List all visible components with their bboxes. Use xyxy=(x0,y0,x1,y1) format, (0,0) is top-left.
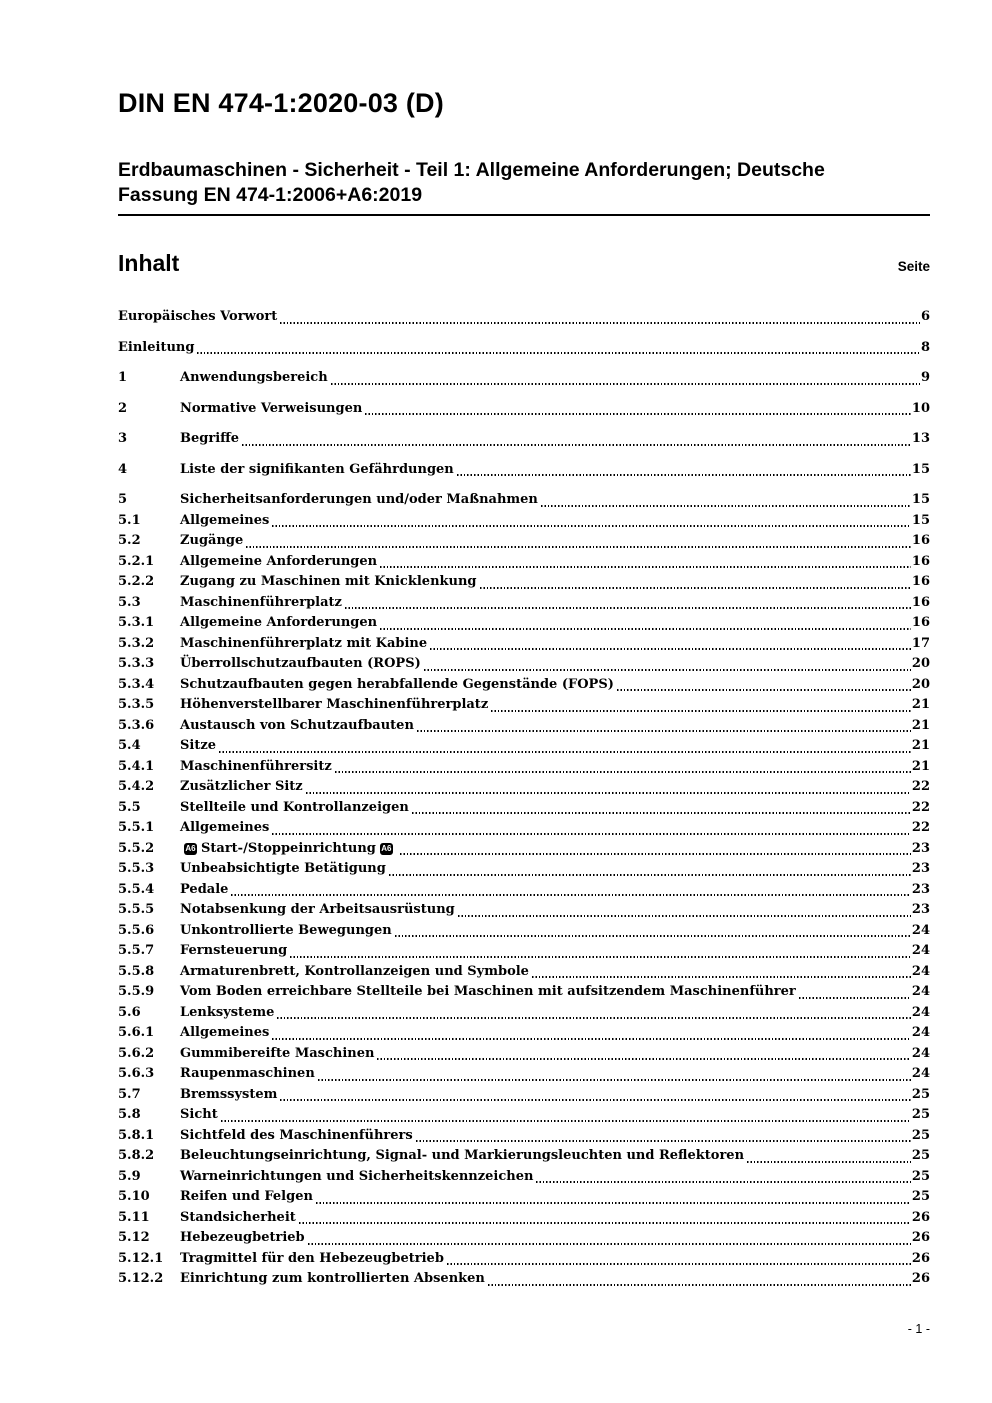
toc-entry-number: 5.5.4 xyxy=(118,881,155,897)
toc-entry-page: 10 xyxy=(911,400,930,416)
toc-entry-page: 25 xyxy=(911,1107,930,1122)
toc-entry-page: 25 xyxy=(911,1086,930,1102)
toc-entry-page: 8 xyxy=(920,339,930,355)
toc-leader-dots xyxy=(541,505,911,507)
toc-entry-page: 20 xyxy=(911,656,930,671)
toc-entry-label: Sichtfeld des Maschinenführers xyxy=(180,1127,413,1143)
toc-leader-dots xyxy=(331,383,920,385)
toc-entry-row xyxy=(118,613,930,634)
toc-entry-page: 24 xyxy=(911,1025,930,1040)
toc-entry-page: 17 xyxy=(911,635,930,651)
toc-leader-dots xyxy=(280,322,920,324)
toc-entry-number: 5.5.6 xyxy=(118,922,155,938)
toc-entry-label: Allgemeine Anforderungen xyxy=(180,615,378,630)
toc-entry-row xyxy=(118,716,930,737)
toc-entry-label: Pedale xyxy=(180,881,229,897)
toc-entry-label: Zugänge xyxy=(180,533,244,548)
toc-entry-number: 5.5.1 xyxy=(118,820,155,835)
toc-entry-number: 5.2.2 xyxy=(118,574,155,589)
toc-entry-row xyxy=(118,307,930,328)
toc-entry-page: 24 xyxy=(911,943,930,958)
toc-leader-dots xyxy=(457,474,911,476)
toc-entry-row xyxy=(118,1208,930,1229)
toc-leader-dots xyxy=(424,669,911,671)
toc-entry-page: 22 xyxy=(911,779,930,794)
toc-entry-page: 26 xyxy=(911,1230,930,1245)
toc-entry-label: Normative Verweisungen xyxy=(180,400,363,416)
toc-leader-dots xyxy=(799,997,911,999)
toc-entry-row xyxy=(118,962,930,983)
toc-entry-row xyxy=(118,818,930,839)
toc-entry-page: 9 xyxy=(920,370,930,385)
toc-entry-number: 5.6.2 xyxy=(118,1045,155,1061)
toc-entry-label: Gummibereifte Maschinen xyxy=(180,1045,375,1061)
toc-entry-label: Allgemeine Anforderungen xyxy=(180,553,378,569)
toc-entry-number: 5.4.2 xyxy=(118,779,155,794)
toc-entry-row xyxy=(118,695,930,716)
toc-entry-label: Lenksysteme xyxy=(180,1004,275,1020)
toc-entry-page: 15 xyxy=(911,461,930,477)
toc-entry-row xyxy=(118,736,930,757)
toc-entry-number: 5 xyxy=(118,492,128,507)
toc-entry-label: Überrollschutzaufbauten (ROPS) xyxy=(180,656,421,671)
amendment-start-marker-icon: A6 xyxy=(185,843,196,853)
toc-leader-dots xyxy=(242,444,911,446)
toc-leader-dots xyxy=(272,1038,911,1040)
toc-leader-dots xyxy=(377,1058,910,1060)
toc-entry-label: Tragmittel für den Hebezeugbetrieb xyxy=(180,1250,444,1266)
toc-leader-dots xyxy=(412,812,911,814)
toc-entry-label: Bremssystem xyxy=(180,1086,278,1102)
toc-entry-number: 5.5 xyxy=(118,799,141,815)
subtitle-divider-rule xyxy=(118,214,930,216)
toc-entry-row xyxy=(118,1003,930,1024)
toc-leader-dots xyxy=(532,976,911,978)
toc-entry-number: 5.3.6 xyxy=(118,717,155,733)
toc-entry-number: 5.9 xyxy=(118,1168,141,1184)
page-content xyxy=(118,0,930,1290)
toc-entry-number: 5.3.5 xyxy=(118,697,155,712)
toc-leader-dots xyxy=(219,751,911,753)
toc-entry-row xyxy=(118,777,930,798)
toc-leader-dots xyxy=(617,689,911,691)
toc-leader-dots xyxy=(395,935,911,937)
toc-entry-number: 5.7 xyxy=(118,1086,141,1102)
toc-leader-dots xyxy=(491,710,911,712)
toc-entry-number: 5.10 xyxy=(118,1189,150,1204)
toc-leader-dots xyxy=(306,792,911,794)
toc-entry-row xyxy=(118,1249,930,1270)
toc-entry-number: 5.8.2 xyxy=(118,1148,155,1163)
toc-entry-row xyxy=(118,429,930,450)
toc-entry-page: 22 xyxy=(911,799,930,815)
toc-entry-page: 20 xyxy=(911,676,930,692)
toc-leader-dots xyxy=(380,566,911,568)
toc-leader-dots xyxy=(246,546,911,548)
toc-entry-label: Schutzaufbauten gegen herabfallende Gegenstände (FOPS) xyxy=(180,676,614,692)
toc-entry-page: 21 xyxy=(911,717,930,733)
toc-entry-label: Sicht xyxy=(180,1107,218,1122)
toc-entry-row xyxy=(118,1146,930,1167)
toc-leader-dots xyxy=(299,1222,911,1224)
toc-entry-row xyxy=(118,1064,930,1085)
toc-entry-number: 5.1 xyxy=(118,512,141,528)
toc-leader-dots xyxy=(389,874,911,876)
toc-entry-page: 26 xyxy=(911,1209,930,1225)
toc-entry-label: Liste der signifikanten Gefährdungen xyxy=(180,461,454,477)
toc-entry-label: Maschinenführerplatz xyxy=(180,594,342,610)
toc-entry-row xyxy=(118,654,930,675)
toc-entry-row xyxy=(118,1187,930,1208)
toc-entry-page: 24 xyxy=(911,984,930,999)
toc-entry-label: Allgemeines xyxy=(180,512,270,528)
toc-entry-row xyxy=(118,880,930,901)
toc-entry-label: Allgemeines xyxy=(180,1025,270,1040)
toc-entry-number: 5.5.2 xyxy=(118,840,155,856)
toc-entry-page: 25 xyxy=(911,1189,930,1204)
toc-leader-dots xyxy=(277,1017,911,1019)
toc-entry-page: 13 xyxy=(911,431,930,446)
toc-entry-page: 23 xyxy=(911,902,930,917)
toc-entry-number: 5.5.7 xyxy=(118,943,155,958)
toc-entry-row xyxy=(118,490,930,511)
toc-entry-label: Raupenmaschinen xyxy=(180,1066,315,1081)
toc-entry-row xyxy=(118,1105,930,1126)
toc-leader-dots xyxy=(400,853,911,855)
toc-leader-dots xyxy=(458,915,911,917)
toc-entry-label: Notabsenkung der Arbeitsausrüstung xyxy=(180,902,455,917)
toc-entry-row xyxy=(118,859,930,880)
toc-entry-number: 5.6.3 xyxy=(118,1066,155,1081)
toc-entry-page: 21 xyxy=(911,738,930,753)
toc-entry-row xyxy=(118,839,930,860)
toc-entry-row xyxy=(118,531,930,552)
toc-entry-number: 5.6.1 xyxy=(118,1025,155,1040)
toc-leader-dots xyxy=(280,1099,911,1101)
toc-leader-dots xyxy=(488,1284,911,1286)
toc-entry-row xyxy=(118,338,930,359)
toc-entry-label: Sitze xyxy=(180,738,216,753)
toc-leader-dots xyxy=(316,1202,911,1204)
toc-leader-dots xyxy=(272,525,911,527)
toc-entry-page: 22 xyxy=(911,820,930,835)
toc-leader-dots xyxy=(221,1120,911,1122)
toc-entry-page: 25 xyxy=(911,1127,930,1143)
footer-page-number: - 1 - xyxy=(907,1322,930,1336)
toc-entry-page: 24 xyxy=(911,1004,930,1020)
toc-entry-number: 2 xyxy=(118,400,128,416)
toc-page-column-label: Seite xyxy=(897,259,930,274)
toc-entry-label: Beleuchtungseinrichtung, Signal- und Markierungsleuchten und Reflektoren xyxy=(180,1148,745,1163)
toc-entry-page: 23 xyxy=(911,861,930,876)
toc-entry-row xyxy=(118,900,930,921)
toc-entry-number: 5.11 xyxy=(118,1209,150,1225)
document-number-title: DIN EN 474-1:2020-03 (D) xyxy=(118,88,444,118)
toc-heading: Inhalt xyxy=(118,250,180,276)
document-subtitle xyxy=(118,158,930,208)
toc-entry-number: 3 xyxy=(118,431,128,446)
toc-entry-row xyxy=(118,921,930,942)
toc-leader-dots xyxy=(417,730,911,732)
toc-entry-page: 16 xyxy=(911,594,930,610)
toc-entry-page: 15 xyxy=(911,492,930,507)
toc-entry-page: 26 xyxy=(911,1250,930,1266)
toc-entry-row xyxy=(118,1167,930,1188)
toc-entry-label: Begriffe xyxy=(180,431,240,446)
toc-entry-page: 23 xyxy=(911,840,930,856)
toc-leader-dots xyxy=(480,587,911,589)
toc-leader-dots xyxy=(231,894,910,896)
toc-entry-row xyxy=(118,1126,930,1147)
toc-entry-row xyxy=(118,552,930,573)
toc-leader-dots xyxy=(345,607,911,609)
toc-entry-label: Armaturenbrett, Kontrollanzeigen und Symbole xyxy=(180,963,529,979)
toc-entry-label: Reifen und Felgen xyxy=(180,1189,313,1204)
toc-entry-page: 25 xyxy=(911,1168,930,1184)
toc-entry-page: 26 xyxy=(911,1271,930,1286)
toc-entry-label: Einrichtung zum kontrollierten Absenken xyxy=(180,1271,485,1286)
toc-leader-dots xyxy=(747,1161,911,1163)
table-of-contents xyxy=(118,307,930,1290)
toc-entry-page: 16 xyxy=(911,553,930,569)
toc-header-row xyxy=(118,250,930,277)
toc-entry-page: 16 xyxy=(911,574,930,589)
toc-entry-row xyxy=(118,399,930,420)
toc-entry-page: 6 xyxy=(920,309,930,324)
toc-leader-dots xyxy=(536,1181,910,1183)
toc-entry-number: 1 xyxy=(118,370,128,385)
toc-entry-label: A6 Start-/Stoppeinrichtung A6 xyxy=(185,840,392,856)
toc-entry-number: 5.5.5 xyxy=(118,902,155,917)
toc-entry-number: 5.3.2 xyxy=(118,635,155,651)
toc-entry-row xyxy=(118,1044,930,1065)
toc-entry-page: 16 xyxy=(911,533,930,548)
toc-leader-dots xyxy=(308,1243,911,1245)
toc-entry-number: 5.12 xyxy=(118,1230,150,1245)
toc-entry-page: 24 xyxy=(911,1045,930,1061)
toc-entry-number: 5.12.2 xyxy=(118,1271,164,1286)
toc-entry-label: Höhenverstellbarer Maschinenführerplatz xyxy=(180,697,489,712)
toc-entry-number: 5.8.1 xyxy=(118,1127,155,1143)
toc-leader-dots xyxy=(380,628,911,630)
toc-entry-number: 4 xyxy=(118,461,128,477)
toc-entry-row xyxy=(118,460,930,481)
toc-entry-label: Allgemeines xyxy=(180,820,270,835)
toc-entry-number: 5.4 xyxy=(118,738,141,753)
toc-entry-row xyxy=(118,982,930,1003)
toc-entry-page: 21 xyxy=(911,758,930,774)
toc-entry-row xyxy=(118,634,930,655)
toc-entry-number: 5.3 xyxy=(118,594,141,610)
toc-entry-number: 5.8 xyxy=(118,1107,141,1122)
toc-entry-label: Fernsteuerung xyxy=(180,943,288,958)
toc-entry-label: Austausch von Schutzaufbauten xyxy=(180,717,414,733)
toc-entry-label: Sicherheitsanforderungen und/oder Maßnahmen xyxy=(180,492,538,507)
toc-entry-label: Unbeabsichtigte Betätigung xyxy=(180,861,386,876)
toc-entry-number: 5.6 xyxy=(118,1004,141,1020)
toc-entry-row xyxy=(118,572,930,593)
toc-entry-page: 21 xyxy=(911,697,930,712)
toc-entry-row xyxy=(118,368,930,389)
toc-leader-dots xyxy=(197,352,920,354)
toc-entry-row xyxy=(118,1085,930,1106)
toc-entry-number: 5.3.3 xyxy=(118,656,155,671)
toc-entry-row xyxy=(118,511,930,532)
toc-entry-label: Warneinrichtungen und Sicherheitskennzeichen xyxy=(180,1168,534,1184)
toc-leader-dots xyxy=(335,771,911,773)
toc-leader-dots xyxy=(318,1079,911,1081)
toc-entry-label: Zusätzlicher Sitz xyxy=(180,779,303,794)
toc-entry-label: Standsicherheit xyxy=(180,1209,296,1225)
toc-entry-number: 5.2 xyxy=(118,533,141,548)
toc-entry-number: 5.5.8 xyxy=(118,963,155,979)
toc-entry-page: 23 xyxy=(911,881,930,897)
toc-entry-number: 5.2.1 xyxy=(118,553,155,569)
toc-entry-number: 5.3.4 xyxy=(118,676,155,692)
toc-leader-dots xyxy=(290,956,911,958)
toc-entry-label: Hebezeugbetrieb xyxy=(180,1230,305,1245)
toc-leader-dots xyxy=(416,1140,911,1142)
toc-entry-number: 5.5.9 xyxy=(118,984,155,999)
document-subtitle-line2: Fassung EN 474-1:2006+A6:2019 xyxy=(118,184,423,206)
toc-entry-label: Stellteile und Kontrollanzeigen xyxy=(180,799,409,815)
toc-entry-number: 5.12.1 xyxy=(118,1250,164,1266)
toc-entry-row xyxy=(118,675,930,696)
toc-entry-page: 24 xyxy=(911,922,930,938)
toc-leader-dots xyxy=(430,648,911,650)
toc-entry-page: 25 xyxy=(911,1148,930,1163)
document-subtitle-line1: Erdbaumaschinen - Sicherheit - Teil 1: Allgemeine Anforderungen; Deutsche xyxy=(118,159,825,181)
toc-entry-row xyxy=(118,1023,930,1044)
toc-entry-page: 24 xyxy=(911,1066,930,1081)
toc-entry-number: 5.3.1 xyxy=(118,615,155,630)
toc-entry-row xyxy=(118,798,930,819)
toc-entry-label: Zugang zu Maschinen mit Knicklenkung xyxy=(180,574,477,589)
toc-entry-row xyxy=(118,593,930,614)
toc-entry-label: Maschinenführerplatz mit Kabine xyxy=(180,635,428,651)
toc-entry-label: Unkontrollierte Bewegungen xyxy=(180,922,392,938)
toc-leader-dots xyxy=(272,833,911,835)
toc-entry-page: 15 xyxy=(911,512,930,528)
toc-entry-number: 5.4.1 xyxy=(118,758,155,774)
toc-leader-dots xyxy=(365,413,911,415)
toc-entry-label: Einleitung xyxy=(118,339,195,355)
amendment-end-marker-icon: A6 xyxy=(381,843,392,853)
toc-entry-label: Europäisches Vorwort xyxy=(118,309,278,324)
toc-leader-dots xyxy=(447,1263,911,1265)
toc-entry-label: Maschinenführersitz xyxy=(180,758,332,774)
toc-entry-number: 5.5.3 xyxy=(118,861,155,876)
toc-entry-row xyxy=(118,757,930,778)
toc-entry-row xyxy=(118,1269,930,1290)
toc-entry-label: Vom Boden erreichbare Stellteile bei Maschinen mit aufsitzendem Maschinenführer xyxy=(180,984,796,999)
toc-entry-row xyxy=(118,1228,930,1249)
toc-entry-page: 16 xyxy=(911,615,930,630)
toc-entry-page: 24 xyxy=(911,963,930,979)
toc-entry-row xyxy=(118,941,930,962)
toc-entry-label: Anwendungsbereich xyxy=(180,370,328,385)
